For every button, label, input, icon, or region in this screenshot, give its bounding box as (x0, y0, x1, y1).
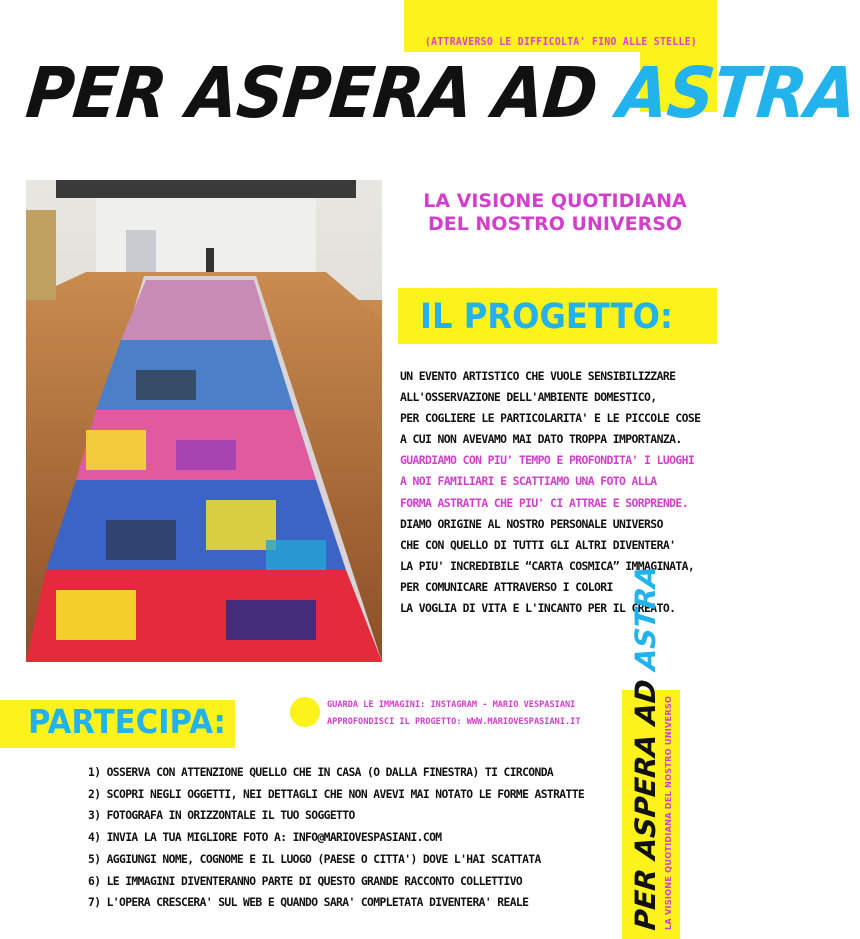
project-line: LA PIU' INCREDIBILE “CARTA COSMICA” IMMAGINATA, (400, 558, 695, 573)
main-title (22, 52, 860, 134)
step-item: 4) INVIA LA TUA MIGLIORE FOTO A: INFO@MARIOVESPASIANI.COM (88, 831, 442, 845)
step-item: 6) LE IMMAGINI DIVENTERANNO PARTE DI QUESTO GRANDE RACCONTO COLLETTIVO (88, 874, 523, 888)
vertical-logo (629, 563, 673, 932)
project-line: UN EVENTO ARTISTICO CHE VUOLE SENSIBILIZZARE (400, 369, 676, 383)
header-subtitle: (ATTRAVERSO LE DIFFICOLTA' FINO ALLE STELLE) (425, 36, 698, 48)
step-item: 3) FOTOGRAFA IN ORIZZONTALE IL TUO SOGGETTO (88, 809, 355, 823)
main-title-blue: ASTRA (614, 52, 860, 134)
step-item: 1) OSSERVA CON ATTENZIONE QUELLO CHE IN CASA (O DALLA FINESTRA) TI CIRCONDA (88, 766, 554, 779)
step-item: 7) L'OPERA CRESCERA' SUL WEB E QUANDO SARA' COMPLETATA DIVENTERA' REALE (88, 896, 529, 910)
website-link[interactable]: APPROFONDISCI IL PROGETTO: WWW.MARIOVESPASIANI.IT (327, 717, 581, 727)
main-title-black: PER ASPERA AD (22, 52, 601, 134)
vertical-logo-title-blue: ASTRA (629, 563, 662, 672)
project-line: CHE CON QUELLO DI TUTTI GLI ALTRI DIVENTERA' (400, 537, 676, 552)
tagline (410, 190, 700, 236)
vertical-logo-title (629, 563, 662, 932)
info-links (327, 697, 581, 731)
project-line: PER COGLIERE LE PARTICOLARITA' E LE PICCOLE COSE (400, 411, 701, 426)
step-item: 5) AGGIUNGI NOME, COGNOME E IL LUOGO (PAESE O CITTA') DOVE L'HAI SCATTATA (88, 852, 541, 866)
project-line-highlight: A NOI FAMILIARI E SCATTIAMO UNA FOTO ALLA (400, 474, 657, 489)
exhibition-photo (26, 180, 382, 662)
project-heading: IL PROGETTO: (420, 297, 673, 337)
tagline-line-1: LA VISIONE QUOTIDIANA (423, 190, 687, 212)
step-item: 2) SCOPRI NEGLI OGGETTI, NEI DETTAGLI CHE NON AVEVI MAI NOTATO LE FORME ASTRATTE (88, 787, 585, 801)
project-line-highlight: GUARDIAMO CON PIU' TEMPO E PROFONDITA' I LUOGHI (400, 453, 695, 468)
project-line: A CUI NON AVEVAMO MAI DATO TROPPA IMPORTANZA. (400, 432, 682, 447)
yellow-dot-icon (290, 697, 320, 727)
visitor-figure (206, 248, 214, 276)
instagram-link[interactable]: GUARDA LE IMMAGINI: INSTAGRAM - MARIO VESPASIANI (327, 700, 576, 710)
tagline-line-2: DEL NOSTRO UNIVERSO (427, 213, 683, 236)
vertical-logo-title-black: PER ASPERA AD (629, 677, 662, 932)
vertical-logo-subtitle: LA VISIONE QUOTIDIANA DEL NOSTRO UNIVERSO (663, 695, 673, 930)
project-line: DIAMO ORIGINE AL NOSTRO PERSONALE UNIVERSO (400, 516, 663, 531)
participation-steps (88, 762, 585, 914)
project-line: LA VOGLIA DI VITA E L'INCANTO PER IL CREATO. (400, 601, 676, 616)
project-line: PER COMUNICARE ATTRAVERSO I COLORI (400, 579, 613, 594)
project-line-highlight: FORMA ASTRATTA CHE PIU' CI ATTRAE E SORPRENDE. (400, 495, 688, 510)
project-line: ALL'OSSERVAZIONE DELL'AMBIENTE DOMESTICO, (400, 390, 657, 405)
participate-heading: PARTECIPA: (28, 702, 226, 741)
gallery-illustration (26, 180, 382, 662)
